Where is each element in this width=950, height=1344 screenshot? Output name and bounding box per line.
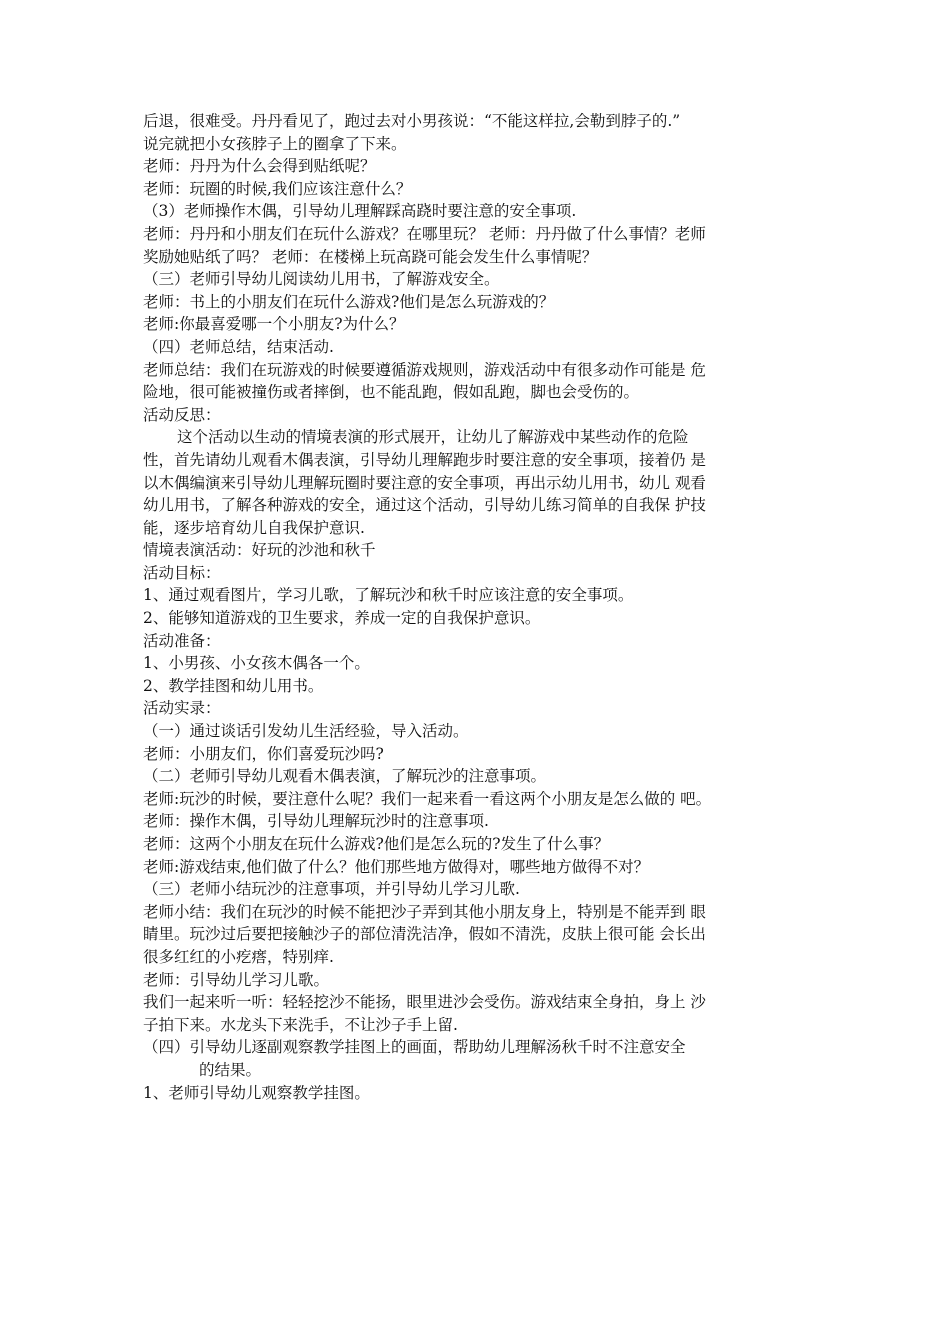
text-line: 老师：这两个小朋友在玩什么游戏?他们是怎么玩的?发生了什么事？: [143, 835, 610, 853]
text-line: 老师：丹丹和小朋友们在玩什么游戏？在哪里玩？ 老师：丹丹做了什么事情？老师: [143, 224, 706, 243]
text-line: 险地，很可能被撞伤或者摔倒，也不能乱跑，假如乱跑，脚也会受伤的。: [143, 383, 640, 402]
section-heading: （二）老师引导幼儿观看木偶表演，了解玩沙的注意事项。: [143, 767, 547, 786]
text-line: 老师：玩圈的时候,我们应该注意什么？: [143, 179, 412, 198]
text-line: 以木偶编演来引导幼儿理解玩圈时要注意的安全事项，再出示幼儿用书，幼儿 观看: [143, 473, 706, 492]
section-heading: （3）老师操作木偶，引导幼儿理解踩高跷时要注意的安全事项.: [143, 202, 577, 221]
list-item: 1、通过观看图片，学习儿歌，了解玩沙和秋千时应该注意的安全事项。: [143, 586, 634, 605]
section-heading: （四）老师总结，结束活动.: [143, 337, 334, 356]
text-line: 老师:你最喜爱哪一个小朋友?为什么？: [143, 315, 405, 334]
text-line: 说完就把小女孩脖子上的圈拿了下来。: [143, 134, 407, 153]
text-line: 老师总结：我们在玩游戏的时候要遵循游戏规则，游戏活动中有很多动作可能是 危: [143, 360, 706, 379]
section-heading: （三）老师小结玩沙的注意事项，并引导幼儿学习儿歌.: [143, 880, 520, 899]
text-line: 老师：小朋友们，你们喜爱玩沙吗?: [143, 744, 384, 763]
section-heading: （三）老师引导幼儿阅读幼儿用书，了解游戏安全。: [143, 270, 500, 289]
list-item: 1、小男孩、小女孩木偶各一个。: [143, 654, 370, 673]
section-label: 活动目标：: [143, 563, 221, 582]
text-line: 我们一起来听一听：轻轻挖沙不能扬，眼里进沙会受伤。游戏结束全身拍，身上 沙: [143, 993, 706, 1012]
text-line: 老师：书上的小朋友们在玩什么游戏?他们是怎么玩游戏的？: [143, 292, 555, 311]
list-item: 2、教学挂图和幼儿用书。: [143, 676, 324, 695]
section-label: 活动反思：: [143, 405, 221, 424]
section-heading: （一）通过谈话引发幼儿生活经验，导入活动。: [143, 722, 469, 741]
text-line: 后退，很难受。丹丹看见了，跑过去对小男孩说：“不能这样拉,会勒到脖子的.”: [143, 112, 681, 130]
paragraph-start: 这个活动以生动的情境表演的形式展开，让幼儿了解游戏中某些动作的危险: [177, 428, 689, 447]
activity-title: 情境表演活动：好玩的沙池和秋千: [143, 541, 376, 560]
list-item: 2、能够知道游戏的卫生要求，养成一定的自我保护意识。: [143, 609, 541, 628]
section-label: 活动实录：: [143, 699, 221, 718]
text-line: 能，逐步培育幼儿自我保护意识.: [143, 518, 365, 537]
text-line: 性，首先请幼儿观看木偶表演，引导幼儿理解跑步时要注意的安全事项，接着仍 是: [143, 450, 706, 469]
text-line: 老师:游戏结束,他们做了什么？他们那些地方做得对，哪些地方做得不对？: [143, 857, 650, 876]
text-line: 老师：丹丹为什么会得到贴纸呢？: [143, 157, 376, 176]
text-line: 子拍下来。水龙头下来洗手，不让沙子手上留.: [143, 1015, 458, 1034]
list-item: 1、老师引导幼儿观察教学挂图。: [143, 1083, 370, 1102]
text-line: 老师：操作木偶，引导幼儿理解玩沙时的注意事项.: [143, 812, 489, 831]
section-heading: （四）引导幼儿逐副观察教学挂图上的画面，帮助幼儿理解汤秋千时不注意安全: [143, 1038, 686, 1057]
section-label: 活动准备：: [143, 631, 221, 650]
text-line: 奖励她贴纸了吗？ 老师：在楼梯上玩高跷可能会发生什么事情呢？: [143, 247, 598, 266]
text-line: 的结果。: [199, 1060, 262, 1079]
text-line: 睛里。玩沙过后要把接触沙子的部位清洗洁净，假如不清洗，皮肤上很可能 会长出: [143, 925, 706, 944]
text-line: 老师:玩沙的时候，要注意什么呢？我们一起来看一看这两个小朋友是怎么做的 吧。: [143, 789, 712, 808]
text-line: 老师小结：我们在玩沙的时候不能把沙子弄到其他小朋友身上，特别是不能弄到 眼: [143, 902, 706, 921]
text-line: 幼儿用书，了解各种游戏的安全，通过这个活动，引导幼儿练习简单的自我保 护技: [143, 496, 706, 515]
text-line: 很多红红的小疙瘩，特别痒.: [143, 947, 334, 966]
text-line: 老师：引导幼儿学习儿歌。: [143, 970, 330, 989]
document-body: [143, 110, 823, 1104]
